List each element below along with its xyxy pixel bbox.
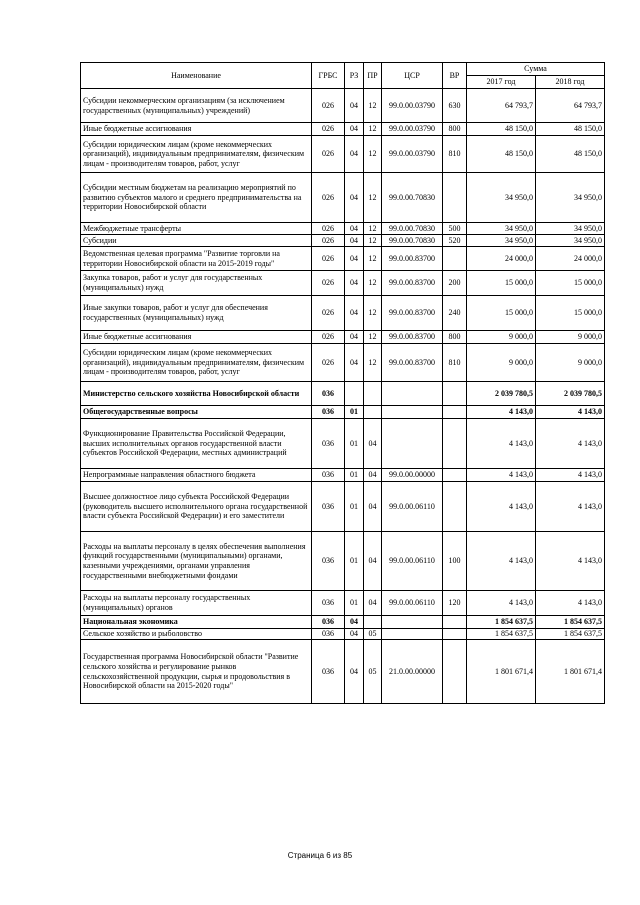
cell-grbs: 026 (312, 247, 345, 271)
cell-grbs: 036 (312, 591, 345, 616)
cell-pr: 12 (364, 235, 382, 247)
cell-rz: 04 (345, 616, 364, 629)
cell-pr: 04 (364, 419, 382, 469)
cell-csr: 99.0.00.03790 (382, 89, 443, 123)
cell-vr (443, 419, 467, 469)
cell-s2017: 48 150,0 (467, 123, 536, 136)
table-row (81, 271, 605, 296)
cell-rz: 01 (345, 532, 364, 591)
cell-grbs: 026 (312, 344, 345, 382)
cell-pr: 12 (364, 223, 382, 235)
cell-pr: 05 (364, 640, 382, 704)
table-row (81, 532, 605, 591)
cell-rz: 01 (345, 591, 364, 616)
col-header-2018: 2018 год (536, 76, 605, 89)
cell-grbs: 036 (312, 640, 345, 704)
cell-rz: 04 (345, 344, 364, 382)
cell-s2018: 4 143,0 (536, 469, 605, 482)
cell-s2018: 9 000,0 (536, 331, 605, 344)
cell-rz: 01 (345, 406, 364, 419)
cell-rz: 04 (345, 123, 364, 136)
cell-rz: 04 (345, 271, 364, 296)
cell-s2017: 48 150,0 (467, 136, 536, 173)
cell-s2017: 34 950,0 (467, 223, 536, 235)
cell-csr: 99.0.00.83700 (382, 271, 443, 296)
cell-rz: 04 (345, 89, 364, 123)
page-number: Страница 6 из 85 (287, 851, 353, 860)
cell-pr (364, 382, 382, 406)
cell-s2017: 9 000,0 (467, 344, 536, 382)
cell-csr: 99.0.00.70830 (382, 223, 443, 235)
cell-grbs: 036 (312, 616, 345, 629)
cell-pr: 12 (364, 89, 382, 123)
table-row (81, 419, 605, 469)
cell-rz: 01 (345, 419, 364, 469)
cell-name: Субсидии (81, 235, 312, 247)
cell-grbs: 026 (312, 89, 345, 123)
cell-vr (443, 247, 467, 271)
cell-rz: 04 (345, 640, 364, 704)
cell-s2017: 4 143,0 (467, 419, 536, 469)
cell-vr: 200 (443, 271, 467, 296)
cell-vr: 630 (443, 89, 467, 123)
cell-name: Расходы на выплаты персоналу в целях обеспечения выполнения функций государственными (муниципальными) органами, казенными учреждениями, органами управления государственными внебюджетными фондами (81, 532, 312, 591)
cell-vr: 120 (443, 591, 467, 616)
cell-s2017: 24 000,0 (467, 247, 536, 271)
cell-grbs: 026 (312, 173, 345, 223)
cell-rz: 04 (345, 136, 364, 173)
table-row (81, 616, 605, 629)
cell-name: Государственная программа Новосибирской области "Развитие сельского хозяйства и регулирование рынков сельскохозяйственной продукции, сырья и продовольствия в Новосибирской области на 2015-2020 годы" (81, 640, 312, 704)
cell-grbs: 036 (312, 532, 345, 591)
cell-csr: 99.0.00.00000 (382, 469, 443, 482)
cell-name: Закупка товаров, работ и услуг для государственных (муниципальных) нужд (81, 271, 312, 296)
table-row (81, 296, 605, 331)
cell-name: Субсидии юридическим лицам (кроме некоммерческих организаций), индивидуальным предпринимателям, физическим лицам - производителям товаров, работ, услуг (81, 344, 312, 382)
cell-rz: 04 (345, 223, 364, 235)
table-row (81, 469, 605, 482)
cell-csr (382, 406, 443, 419)
cell-s2018: 1 854 637,5 (536, 629, 605, 640)
col-header-csr: ЦСР (382, 63, 443, 89)
cell-pr: 04 (364, 469, 382, 482)
cell-vr: 500 (443, 223, 467, 235)
budget-table (80, 62, 605, 704)
cell-pr: 12 (364, 344, 382, 382)
cell-s2018: 48 150,0 (536, 123, 605, 136)
col-header-sum: Сумма (467, 63, 605, 76)
cell-name: Высшее должностное лицо субъекта Российской Федерации (руководитель высшего исполнительного органа государственной власти субъекта Российской Федерации) и его заместители (81, 482, 312, 532)
table-row (81, 247, 605, 271)
cell-name: Иные бюджетные ассигнования (81, 123, 312, 136)
cell-grbs: 026 (312, 136, 345, 173)
cell-s2018: 34 950,0 (536, 173, 605, 223)
table-row (81, 123, 605, 136)
cell-name: Иные бюджетные ассигнования (81, 331, 312, 344)
table-row (81, 173, 605, 223)
cell-s2017: 9 000,0 (467, 331, 536, 344)
cell-name: Сельское хозяйство и рыболовство (81, 629, 312, 640)
cell-grbs: 026 (312, 271, 345, 296)
cell-csr: 21.0.00.00000 (382, 640, 443, 704)
cell-s2017: 4 143,0 (467, 469, 536, 482)
cell-vr (443, 482, 467, 532)
cell-grbs: 036 (312, 406, 345, 419)
cell-pr: 12 (364, 331, 382, 344)
cell-grbs: 026 (312, 331, 345, 344)
table-row (81, 482, 605, 532)
cell-vr (443, 640, 467, 704)
col-header-grbs: ГРБС (312, 63, 345, 89)
cell-pr: 04 (364, 532, 382, 591)
cell-s2018: 15 000,0 (536, 271, 605, 296)
cell-s2018: 48 150,0 (536, 136, 605, 173)
cell-s2018: 4 143,0 (536, 532, 605, 591)
cell-pr (364, 616, 382, 629)
cell-name: Национальная экономика (81, 616, 312, 629)
cell-s2018: 34 950,0 (536, 235, 605, 247)
table-row (81, 344, 605, 382)
cell-csr: 99.0.00.06110 (382, 482, 443, 532)
cell-csr (382, 419, 443, 469)
cell-pr: 04 (364, 591, 382, 616)
cell-pr: 12 (364, 136, 382, 173)
table-row (81, 406, 605, 419)
cell-vr: 810 (443, 344, 467, 382)
cell-s2017: 1 854 637,5 (467, 616, 536, 629)
cell-rz: 04 (345, 331, 364, 344)
cell-s2017: 1 854 637,5 (467, 629, 536, 640)
cell-pr (364, 406, 382, 419)
cell-rz: 04 (345, 629, 364, 640)
cell-vr: 810 (443, 136, 467, 173)
cell-s2018: 4 143,0 (536, 406, 605, 419)
cell-name: Функционирование Правительства Российской Федерации, высших исполнительных органов государственной власти субъектов Российской Федерации, местных администраций (81, 419, 312, 469)
cell-s2018: 34 950,0 (536, 223, 605, 235)
cell-s2018: 4 143,0 (536, 419, 605, 469)
cell-grbs: 026 (312, 123, 345, 136)
table-row (81, 591, 605, 616)
cell-csr: 99.0.00.83700 (382, 247, 443, 271)
cell-s2018: 1 854 637,5 (536, 616, 605, 629)
table-row (81, 89, 605, 123)
cell-name: Межбюджетные трансферты (81, 223, 312, 235)
cell-s2018: 1 801 671,4 (536, 640, 605, 704)
cell-pr: 12 (364, 123, 382, 136)
cell-s2017: 64 793,7 (467, 89, 536, 123)
table-row (81, 223, 605, 235)
cell-vr: 240 (443, 296, 467, 331)
cell-s2017: 4 143,0 (467, 406, 536, 419)
cell-name: Непрограммные направления областного бюджета (81, 469, 312, 482)
cell-s2018: 24 000,0 (536, 247, 605, 271)
cell-s2017: 4 143,0 (467, 591, 536, 616)
table-row (81, 629, 605, 640)
cell-vr (443, 616, 467, 629)
cell-csr (382, 382, 443, 406)
cell-name: Субсидии юридическим лицам (кроме некоммерческих организаций), индивидуальным предпринимателям, физическим лицам - производителям товаров, работ, услуг (81, 136, 312, 173)
cell-pr: 12 (364, 296, 382, 331)
cell-s2018: 15 000,0 (536, 296, 605, 331)
cell-vr (443, 469, 467, 482)
cell-grbs: 036 (312, 629, 345, 640)
col-header-vr: ВР (443, 63, 467, 89)
cell-vr (443, 406, 467, 419)
cell-rz: 01 (345, 469, 364, 482)
cell-name: Общегосударственные вопросы (81, 406, 312, 419)
cell-grbs: 026 (312, 235, 345, 247)
cell-csr (382, 629, 443, 640)
cell-rz (345, 382, 364, 406)
cell-s2017: 4 143,0 (467, 532, 536, 591)
cell-s2017: 2 039 780,5 (467, 382, 536, 406)
cell-vr: 100 (443, 532, 467, 591)
cell-s2017: 4 143,0 (467, 482, 536, 532)
cell-csr: 99.0.00.03790 (382, 136, 443, 173)
table-body (81, 89, 605, 704)
cell-name: Ведомственная целевая программа "Развитие торговли на территории Новосибирской области на 2015-2019 годы" (81, 247, 312, 271)
cell-csr: 99.0.00.70830 (382, 235, 443, 247)
col-header-rz: РЗ (345, 63, 364, 89)
cell-vr: 800 (443, 331, 467, 344)
table-row (81, 382, 605, 406)
cell-pr: 05 (364, 629, 382, 640)
cell-pr: 12 (364, 247, 382, 271)
cell-vr (443, 173, 467, 223)
cell-vr: 800 (443, 123, 467, 136)
cell-grbs: 026 (312, 223, 345, 235)
cell-grbs: 026 (312, 296, 345, 331)
col-header-name: Наименование (81, 63, 312, 89)
cell-pr: 04 (364, 482, 382, 532)
cell-rz: 04 (345, 173, 364, 223)
cell-s2018: 4 143,0 (536, 591, 605, 616)
table-row (81, 331, 605, 344)
cell-s2017: 1 801 671,4 (467, 640, 536, 704)
cell-vr (443, 382, 467, 406)
cell-csr: 99.0.00.83700 (382, 344, 443, 382)
cell-s2018: 64 793,7 (536, 89, 605, 123)
cell-csr: 99.0.00.83700 (382, 331, 443, 344)
cell-csr: 99.0.00.83700 (382, 296, 443, 331)
cell-pr: 12 (364, 173, 382, 223)
col-header-pr: ПР (364, 63, 382, 89)
table-row (81, 235, 605, 247)
cell-vr (443, 629, 467, 640)
cell-s2018: 4 143,0 (536, 482, 605, 532)
cell-s2017: 34 950,0 (467, 173, 536, 223)
cell-grbs: 036 (312, 469, 345, 482)
cell-rz: 04 (345, 235, 364, 247)
cell-grbs: 036 (312, 482, 345, 532)
cell-name: Иные закупки товаров, работ и услуг для обеспечения государственных (муниципальных) нужд (81, 296, 312, 331)
cell-csr (382, 616, 443, 629)
cell-s2018: 9 000,0 (536, 344, 605, 382)
cell-rz: 04 (345, 247, 364, 271)
table-row (81, 136, 605, 173)
cell-s2017: 34 950,0 (467, 235, 536, 247)
cell-csr: 99.0.00.06110 (382, 591, 443, 616)
cell-vr: 520 (443, 235, 467, 247)
cell-s2018: 2 039 780,5 (536, 382, 605, 406)
cell-s2017: 15 000,0 (467, 271, 536, 296)
cell-name: Министерство сельского хозяйства Новосибирской области (81, 382, 312, 406)
cell-rz: 04 (345, 296, 364, 331)
cell-grbs: 036 (312, 382, 345, 406)
cell-csr: 99.0.00.06110 (382, 532, 443, 591)
cell-name: Субсидии местным бюджетам на реализацию мероприятий по развитию субъектов малого и среднего предпринимательства на территории Новосибирской области (81, 173, 312, 223)
cell-pr: 12 (364, 271, 382, 296)
col-header-2017: 2017 год (467, 76, 536, 89)
table-row (81, 640, 605, 704)
cell-s2017: 15 000,0 (467, 296, 536, 331)
cell-grbs: 036 (312, 419, 345, 469)
cell-csr: 99.0.00.70830 (382, 173, 443, 223)
cell-name: Расходы на выплаты персоналу государственных (муниципальных) органов (81, 591, 312, 616)
cell-name: Субсидии некоммерческим организациям (за исключением государственных (муниципальных) учреждений) (81, 89, 312, 123)
cell-rz: 01 (345, 482, 364, 532)
cell-csr: 99.0.00.03790 (382, 123, 443, 136)
